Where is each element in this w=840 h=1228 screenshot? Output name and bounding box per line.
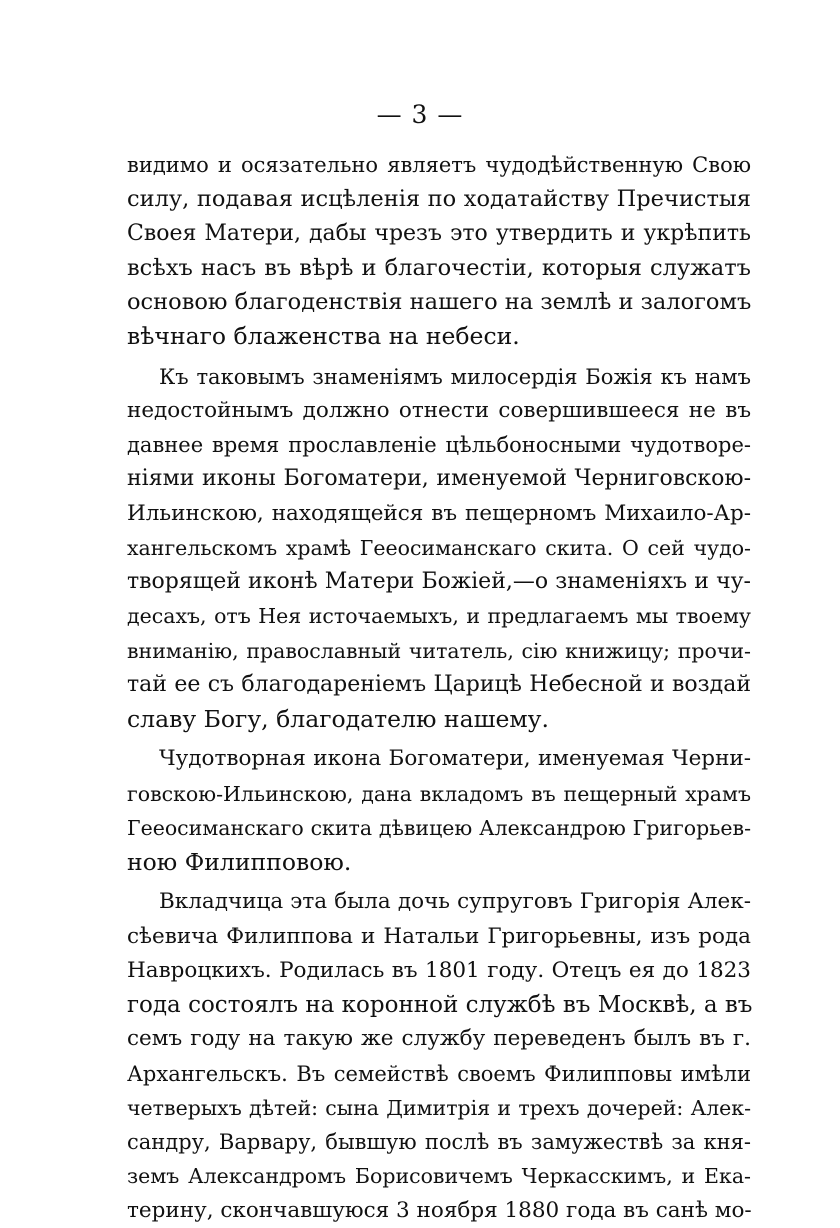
- text-line: ною Филипповою.: [127, 848, 352, 876]
- paragraph: [127, 885, 751, 1228]
- text-line: семъ году на такую же службу переведенъ былъ въ г.: [127, 1026, 751, 1052]
- text-line: сѣевича Филиппова и Натальи Григорьевны, изъ рода: [127, 923, 751, 949]
- text-line: Къ таковымъ знаменіямъ милосердія Божія къ намъ: [159, 364, 751, 389]
- text-line: недостойнымъ должно отнести совершившееся не въ: [127, 397, 751, 423]
- text-line: Вкладчица эта была дочь супруговъ Григорія Алек-: [159, 889, 751, 915]
- paragraph: [127, 148, 751, 354]
- text-line: десахъ, отъ Нея источаемыхъ, и предлагаемъ мы твоему: [127, 604, 751, 629]
- paragraph: [127, 742, 751, 879]
- text-line: Гееосиманскаго скита дѣвицею Александрою Григорьев-: [127, 815, 751, 840]
- text-line: четверыхъ дѣтей: сына Димитрія и трехъ дочерей: Алек-: [127, 1095, 751, 1120]
- text-line: Ильинскою, находящейся въ пещерномъ Михаило-Ар-: [127, 500, 751, 526]
- text-line: земъ Александромъ Борисовичемъ Черкасскимъ, и Ека-: [127, 1164, 751, 1189]
- text-line: славу Богу, благодателю нашему.: [127, 705, 549, 733]
- text-line: всѣхъ насъ въ вѣрѣ и благочестіи, которыя служатъ: [127, 254, 751, 281]
- text-line: тай ее съ благодареніемъ Царицѣ Небесной и воздай: [127, 671, 751, 697]
- body-text: [127, 148, 751, 1228]
- text-line: силу, подавая исцѣленія по ходатайству Пречистыя: [127, 186, 751, 213]
- text-line: Своея Матери, дабы чрезъ это утвердить и укрѣпить: [127, 220, 751, 246]
- text-line: давнее время прославленіе цѣльбоносными чудотворе-: [127, 433, 751, 457]
- text-line: ніями иконы Богоматери, именуемой Черниговскою-: [127, 466, 751, 492]
- paragraph: [127, 360, 751, 737]
- text-line: Навроцкихъ. Родилась въ 1801 году. Отецъ ея до 1823: [127, 957, 751, 983]
- text-line: видимо и осязательно являетъ чудодѣйственную Свою: [127, 153, 751, 177]
- page-number: — 3 —: [376, 100, 464, 129]
- text-line: терину, скончавшуюся 3 ноября 1880 года въ санѣ мо-: [127, 1197, 752, 1223]
- text-line: года состоялъ на коронной службѣ въ Москвѣ, а въ: [127, 992, 753, 1018]
- text-line: Архангельскъ. Въ семействѣ своемъ Филипповы имѣли: [127, 1061, 751, 1086]
- text-line: хангельскомъ храмѣ Гееосиманскаго скита. О сей чудо-: [127, 535, 751, 560]
- text-line: творящей иконѣ Матери Божіей,—о знаменіяхъ и чу-: [127, 569, 751, 594]
- text-line: вѣчнаго блаженства на небеси.: [127, 322, 520, 351]
- text-line: сандру, Варвару, бывшую послѣ въ замужествѣ за кня-: [127, 1130, 751, 1154]
- text-line: Чудотворная икона Богоматери, именуемая Черни-: [159, 746, 751, 772]
- text-line: вниманію, православный читатель, сію книжицу; прочи-: [127, 638, 751, 663]
- text-line: говскою-Ильинскою, дана вкладомъ въ пещерный храмъ: [127, 781, 751, 806]
- text-line: основою благоденствія нашего на землѣ и залогомъ: [127, 289, 752, 315]
